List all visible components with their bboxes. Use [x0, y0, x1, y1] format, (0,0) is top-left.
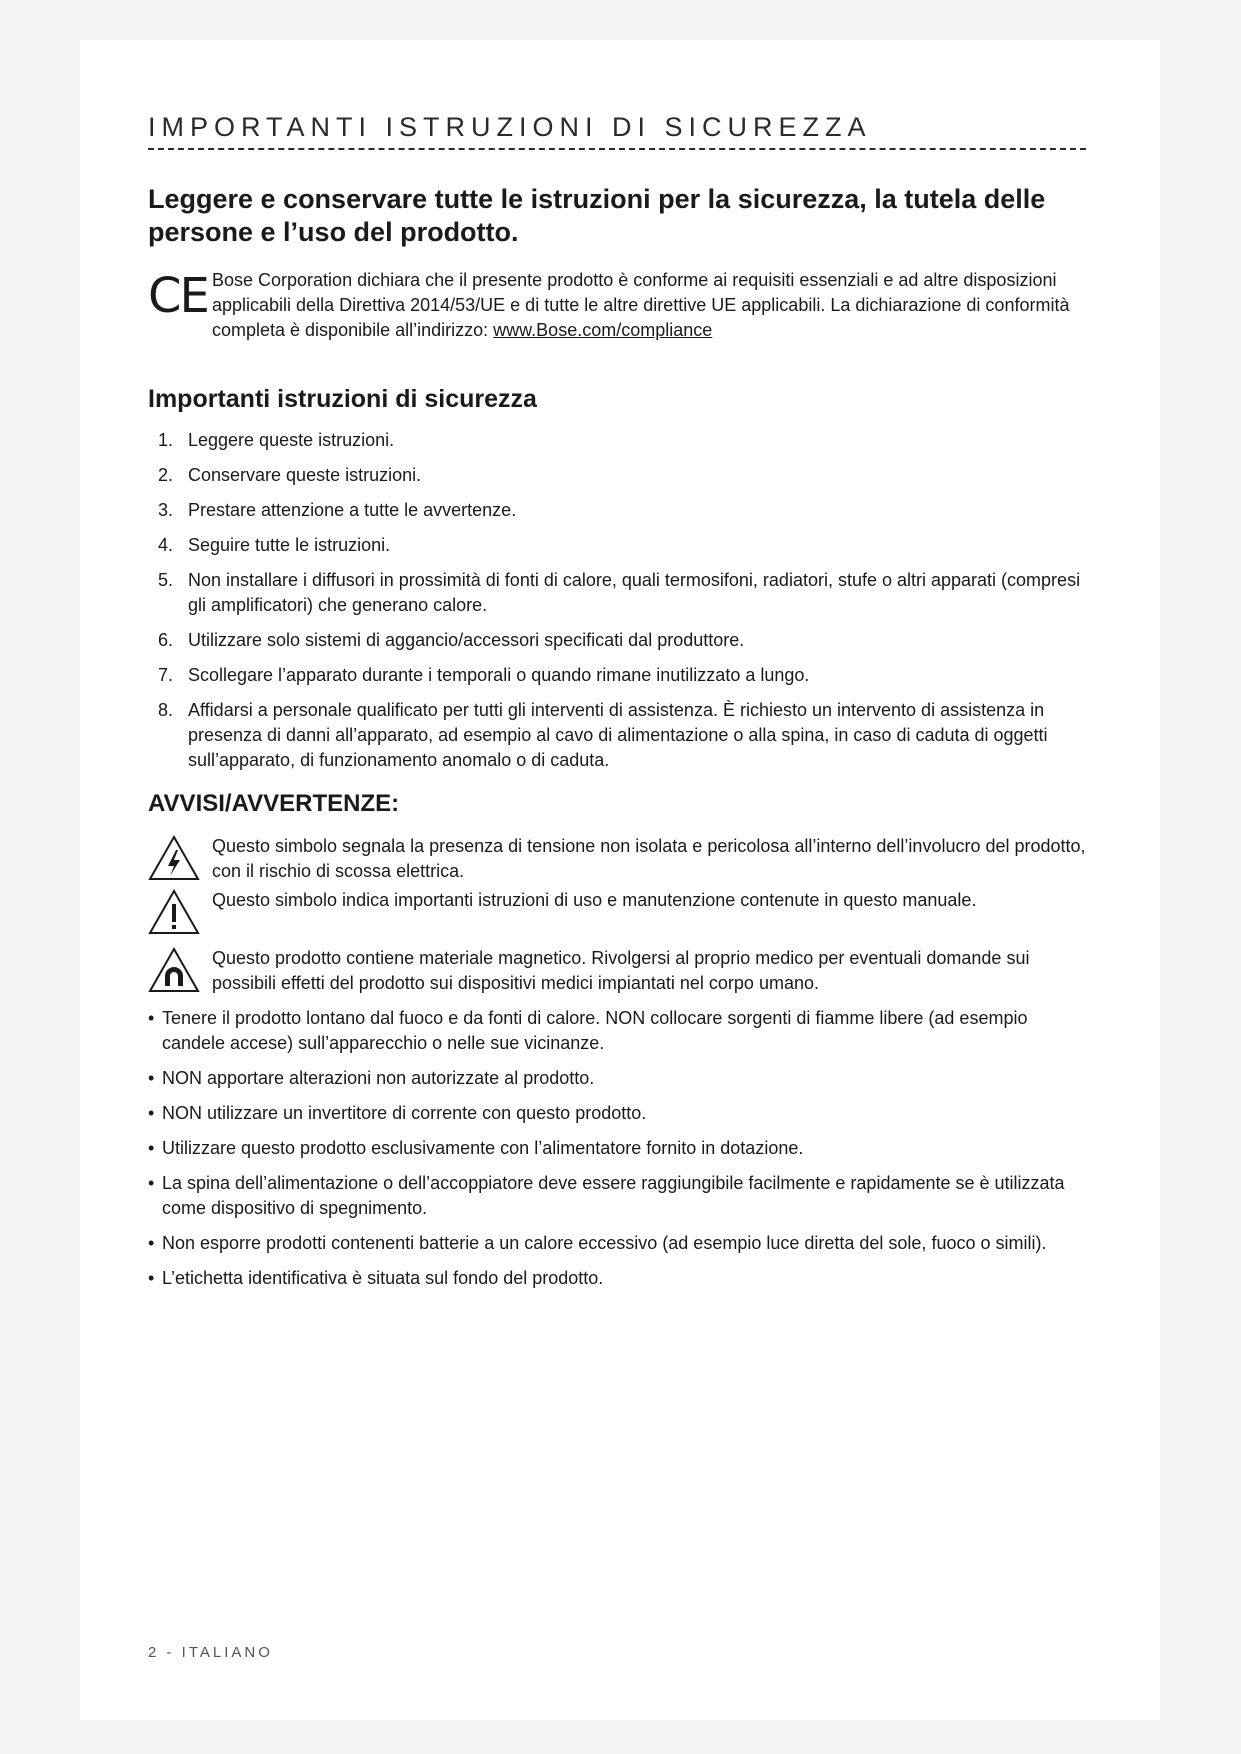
list-item: 7. Scollegare l’apparato durante i temporali o quando rimane inutilizzato a lungo.	[158, 665, 810, 685]
list-item: 8. Affidarsi a personale qualificato per tutti gli interventi di assistenza. È richiesto un intervento di assistenza in presenza di danni all’apparato, ad esempio al cavo di alimentazione o alla spina, in caso di caduta di oggetti sull’apparato, di funzionamento anomalo o di caduta.	[158, 700, 1048, 770]
warning-symbol-text: Questo simbolo indica importanti istruzioni di uso e manutenzione contenute in questo manuale.	[212, 890, 977, 910]
page-footer: 2 - ITALIANO	[148, 1644, 273, 1661]
list-item: 1. Leggere queste istruzioni.	[158, 430, 395, 450]
list-item: 5. Non installare i diffusori in prossimità di fonti di calore, quali termosifoni, radiatori, stufe o altri apparati (compresi gli amplificatori) che generano calore.	[158, 570, 1081, 615]
ce-text: Bose Corporation dichiara che il presente prodotto è conforme ai requisiti essenziali e ad altre disposizioni applicabili della Direttiva 2014/53/UE e di tutte le altre direttive UE applicabili. La dichiarazione di conformità completa è disponibile all’indirizzo:	[212, 270, 1070, 340]
warning-symbol-text: Questo prodotto contiene materiale magnetico. Rivolgersi al proprio medico per eventuali domande sui possibili effetti del prodotto sui dispositivi medici impiantati nel corpo umano.	[212, 948, 1030, 993]
safety-instructions-list	[148, 428, 1088, 783]
caution-exclamation-icon	[148, 888, 200, 936]
warnings-bullet-list	[148, 1006, 1088, 1301]
page-header-title: IMPORTANTI ISTRUZIONI DI SICUREZZA	[148, 112, 872, 142]
ce-mark-icon: CE	[148, 268, 208, 324]
ce-declaration-text	[212, 268, 1088, 343]
list-item: • Tenere il prodotto lontano dal fuoco e da fonti di calore. NON collocare sorgenti di fiamme libere (ad esempio candele accese) sull’apparecchio o nelle sue vicinanze.	[148, 1006, 1088, 1056]
warning-symbol-text: Questo simbolo segnala la presenza di tensione non isolata e pericolosa all’interno dell’involucro del prodotto, con il rischio di scossa elettrica.	[212, 836, 1086, 881]
safety-heading: Importanti istruzioni di sicurezza	[148, 385, 537, 413]
intro-heading: Leggere e conservare tutte le istruzioni per la sicurezza, la tutela delle persone e l’uso del prodotto.	[148, 184, 1046, 247]
electric-shock-warning-icon	[148, 834, 200, 882]
list-item: 2. Conservare queste istruzioni.	[158, 465, 422, 485]
list-item: 4. Seguire tutte le istruzioni.	[158, 535, 391, 555]
compliance-link[interactable]: www.Bose.com/compliance	[493, 320, 713, 340]
list-item: 3. Prestare attenzione a tutte le avvertenze.	[158, 500, 517, 520]
list-item: • NON utilizzare un invertitore di corrente con questo prodotto.	[148, 1101, 1088, 1126]
list-item: • Non esporre prodotti contenenti batterie a un calore eccessivo (ad esempio luce diretta del sole, fuoco o simili).	[148, 1231, 1088, 1256]
list-item: • La spina dell’alimentazione o dell’accoppiatore deve essere raggiungibile facilmente e rapidamente se è utilizzata come dispositivo di spegnimento.	[148, 1171, 1088, 1221]
list-item: • L’etichetta identificativa è situata sul fondo del prodotto.	[148, 1266, 1088, 1291]
magnetic-warning-icon	[148, 946, 200, 994]
warnings-heading: AVVISI/AVVERTENZE:	[148, 790, 400, 817]
list-item: • NON apportare alterazioni non autorizzate al prodotto.	[148, 1066, 1088, 1091]
header-divider	[148, 148, 1086, 150]
list-item: 6. Utilizzare solo sistemi di aggancio/accessori specificati dal produttore.	[158, 630, 745, 650]
list-item: • Utilizzare questo prodotto esclusivamente con l’alimentatore fornito in dotazione.	[148, 1136, 1088, 1161]
